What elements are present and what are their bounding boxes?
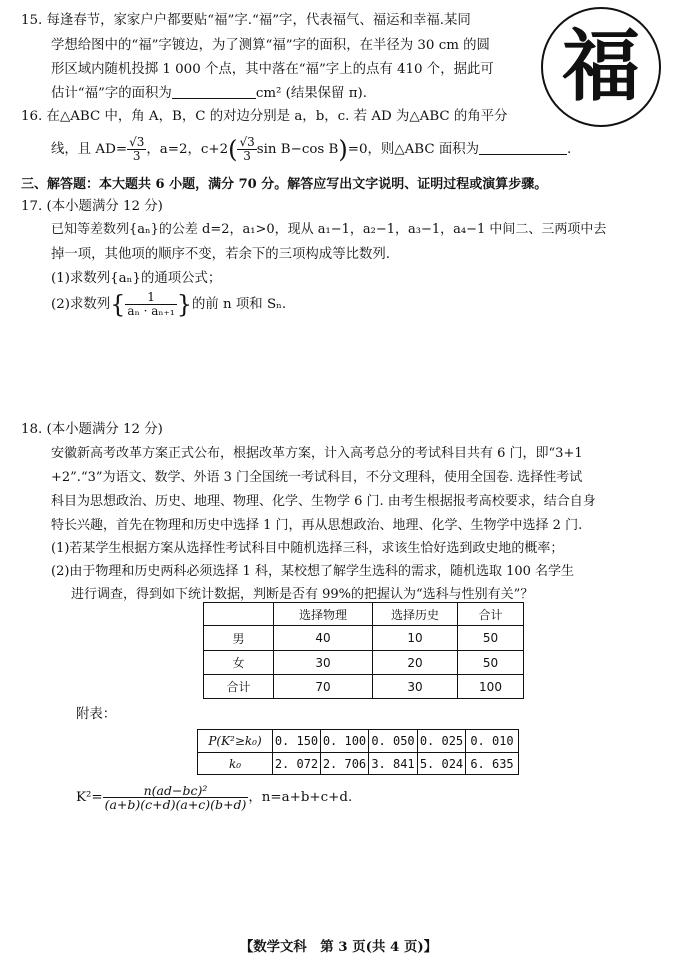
q16-line2: 线，且 AD= $\frac{√3}{3}$ ，a=2，c+2( $\frac{√3}{3}$ sin B−cos B)=0，则△ABC 面积为 .	[51, 135, 572, 164]
table-header-cell: 选择物理	[274, 603, 373, 626]
table-cell: 10	[373, 626, 458, 651]
q17-line2: 掉一项，其他项的顺序不变，若余下的三项构成等比数列.	[51, 247, 391, 262]
critical-value-table	[197, 729, 519, 775]
section3-heading: 三、解答题：本大题共 6 小题，满分 70 分。解答应写出文字说明、证明过程或演算步骤。	[21, 177, 548, 192]
q16-answer-blank	[479, 141, 567, 155]
q18-line2: +2”.“3”为语文、数学、外语 3 门全国统一考试科目，不分文理科，使用全国卷. 选择性考试	[51, 470, 583, 485]
frac-den: 3	[132, 149, 141, 163]
table-cell: 0. 100	[321, 730, 369, 753]
q17-line1: 已知等差数列{aₙ}的公差 d=2，a₁>0，现从 a₁−1，a₂−1，a₃−1，a₄−1 中间二、三两项中去	[51, 222, 607, 237]
q18-part2: (2)由于物理和历史两科必须选择 1 科，某校想了解学生选科的需求，随机选取 100 名学生	[51, 564, 575, 579]
table-cell: 0. 010	[466, 730, 519, 753]
table-cell: 50	[458, 626, 524, 651]
table-cell: k₀	[198, 753, 273, 775]
q16-text-a: 线，且 AD=	[51, 142, 128, 157]
frac-num: 1	[125, 291, 176, 305]
formula-lhs: K²=	[76, 790, 103, 805]
contingency-table	[203, 602, 524, 699]
table-row	[204, 675, 524, 699]
table-header-cell: 合计	[458, 603, 524, 626]
q16-fraction-1	[127, 136, 146, 163]
q18-line3: 科目为思想政治、历史、地理、物理、化学、生物学 6 门. 由考生根据报考高校要求，结合自身	[51, 494, 596, 509]
q18-line1: 安徽新高考改革方案正式公布，根据改革方案，计入高考总分的考试科目共有 6 门，即“3+1	[51, 446, 583, 461]
table-row	[204, 603, 524, 626]
q16-text-c: sin B−cos B	[256, 142, 339, 157]
table-cell: 3. 841	[369, 753, 418, 775]
frac-num: √3	[129, 135, 145, 149]
table-cell: 0. 050	[369, 730, 418, 753]
q15-line4	[51, 85, 367, 103]
q15-line3: 形区域内随机投掷 1 000 个点，其中落在“福”字上的点有 410 个，据此可	[51, 62, 494, 77]
q16-line1: 16. 在△ABC 中，角 A，B，C 的对边分别是 a，b，c. 若 AD 为△ABC 的角平分	[21, 109, 508, 124]
table-cell: 0. 150	[273, 730, 321, 753]
table-row	[204, 651, 524, 675]
appendix-label: 附表：	[76, 707, 117, 722]
table-cell: 0. 025	[418, 730, 466, 753]
frac-den: 3	[243, 149, 251, 163]
q16-text-d: =0，则△ABC 面积为	[347, 142, 480, 157]
frac-num: √3	[239, 135, 255, 149]
table-cell: 70	[274, 675, 373, 699]
table-header-cell	[204, 603, 274, 626]
q15-line2: 学想给图中的“福”字镀边，为了测算“福”字的面积，在半径为 30 cm 的圆	[51, 38, 490, 53]
q17-fraction	[125, 291, 176, 318]
table-header-cell: 选择历史	[373, 603, 458, 626]
q17-part2-tail: 的前 n 项和 Sₙ.	[191, 297, 287, 312]
q16-text-e: .	[567, 142, 572, 157]
fu-character: 福	[561, 21, 640, 112]
q18-heading: 18. (本小题满分 12 分)	[21, 422, 163, 437]
table-cell: P(K²≥k₀)	[198, 730, 273, 753]
formula-fraction	[103, 784, 249, 811]
table-cell: 30	[274, 651, 373, 675]
page-footer: 【数学文科 第 3 页(共 4 页)】	[239, 939, 438, 955]
table-cell: 30	[373, 675, 458, 699]
q17-part2-text: (2)求数列	[51, 297, 111, 312]
frac-den: (a+b)(c+d)(a+c)(b+d)	[104, 797, 247, 812]
q18-part2-cont: 进行调查，得到如下统计数据，判断是否有 99%的把握认为“选科与性别有关”？	[71, 587, 534, 602]
table-cell: 2. 072	[273, 753, 321, 775]
q18-part1: (1)若某学生根据方案从选择性考试科目中随机选择三科，求该生恰好选到政史地的概率；	[51, 541, 564, 556]
formula-tail: ，n=a+b+c+d.	[248, 790, 353, 805]
q15-text: 估计“福”字的面积为	[51, 86, 172, 101]
table-cell: 女	[204, 651, 274, 675]
chi-square-formula	[76, 780, 352, 816]
table-cell: 合计	[204, 675, 274, 699]
q16-fraction-2	[237, 136, 256, 163]
q16-text-b: ，a=2，c+2	[146, 142, 229, 157]
q17-part1: (1)求数列{aₙ}的通项公式；	[51, 271, 222, 286]
table-cell: 男	[204, 626, 274, 651]
q17-heading: 17. (本小题满分 12 分)	[21, 199, 163, 214]
table-cell: 40	[274, 626, 373, 651]
q15-line1: 15. 每逢春节，家家户户都要贴“福”字.“福”字，代表福气、福运和幸福.某同	[21, 13, 471, 28]
frac-den: aₙ · aₙ₊₁	[127, 304, 175, 318]
table-cell: 6. 635	[466, 753, 519, 775]
table-row	[198, 730, 519, 753]
table-cell: 5. 024	[418, 753, 466, 775]
table-cell: 50	[458, 651, 524, 675]
table-cell: 2. 706	[321, 753, 369, 775]
fu-character-figure	[541, 7, 661, 127]
q18-line4: 特长兴趣，首先在物理和历史中选择 1 门，再从思想政治、地理、化学、生物学中选择 2 门.	[51, 518, 583, 533]
q17-part2: (2)求数列{ $\frac{1}{\text{aₙ · aₙ₊₁}}$ }的前 n 项和 Sₙ.	[51, 290, 287, 319]
table-row	[204, 626, 524, 651]
q15-unit: cm² (结果保留 π).	[255, 86, 367, 101]
q15-answer-blank	[172, 85, 256, 99]
frac-num: n(ad−bc)²	[103, 784, 249, 798]
table-cell: 20	[373, 651, 458, 675]
table-row	[198, 753, 519, 775]
table-cell: 100	[458, 675, 524, 699]
